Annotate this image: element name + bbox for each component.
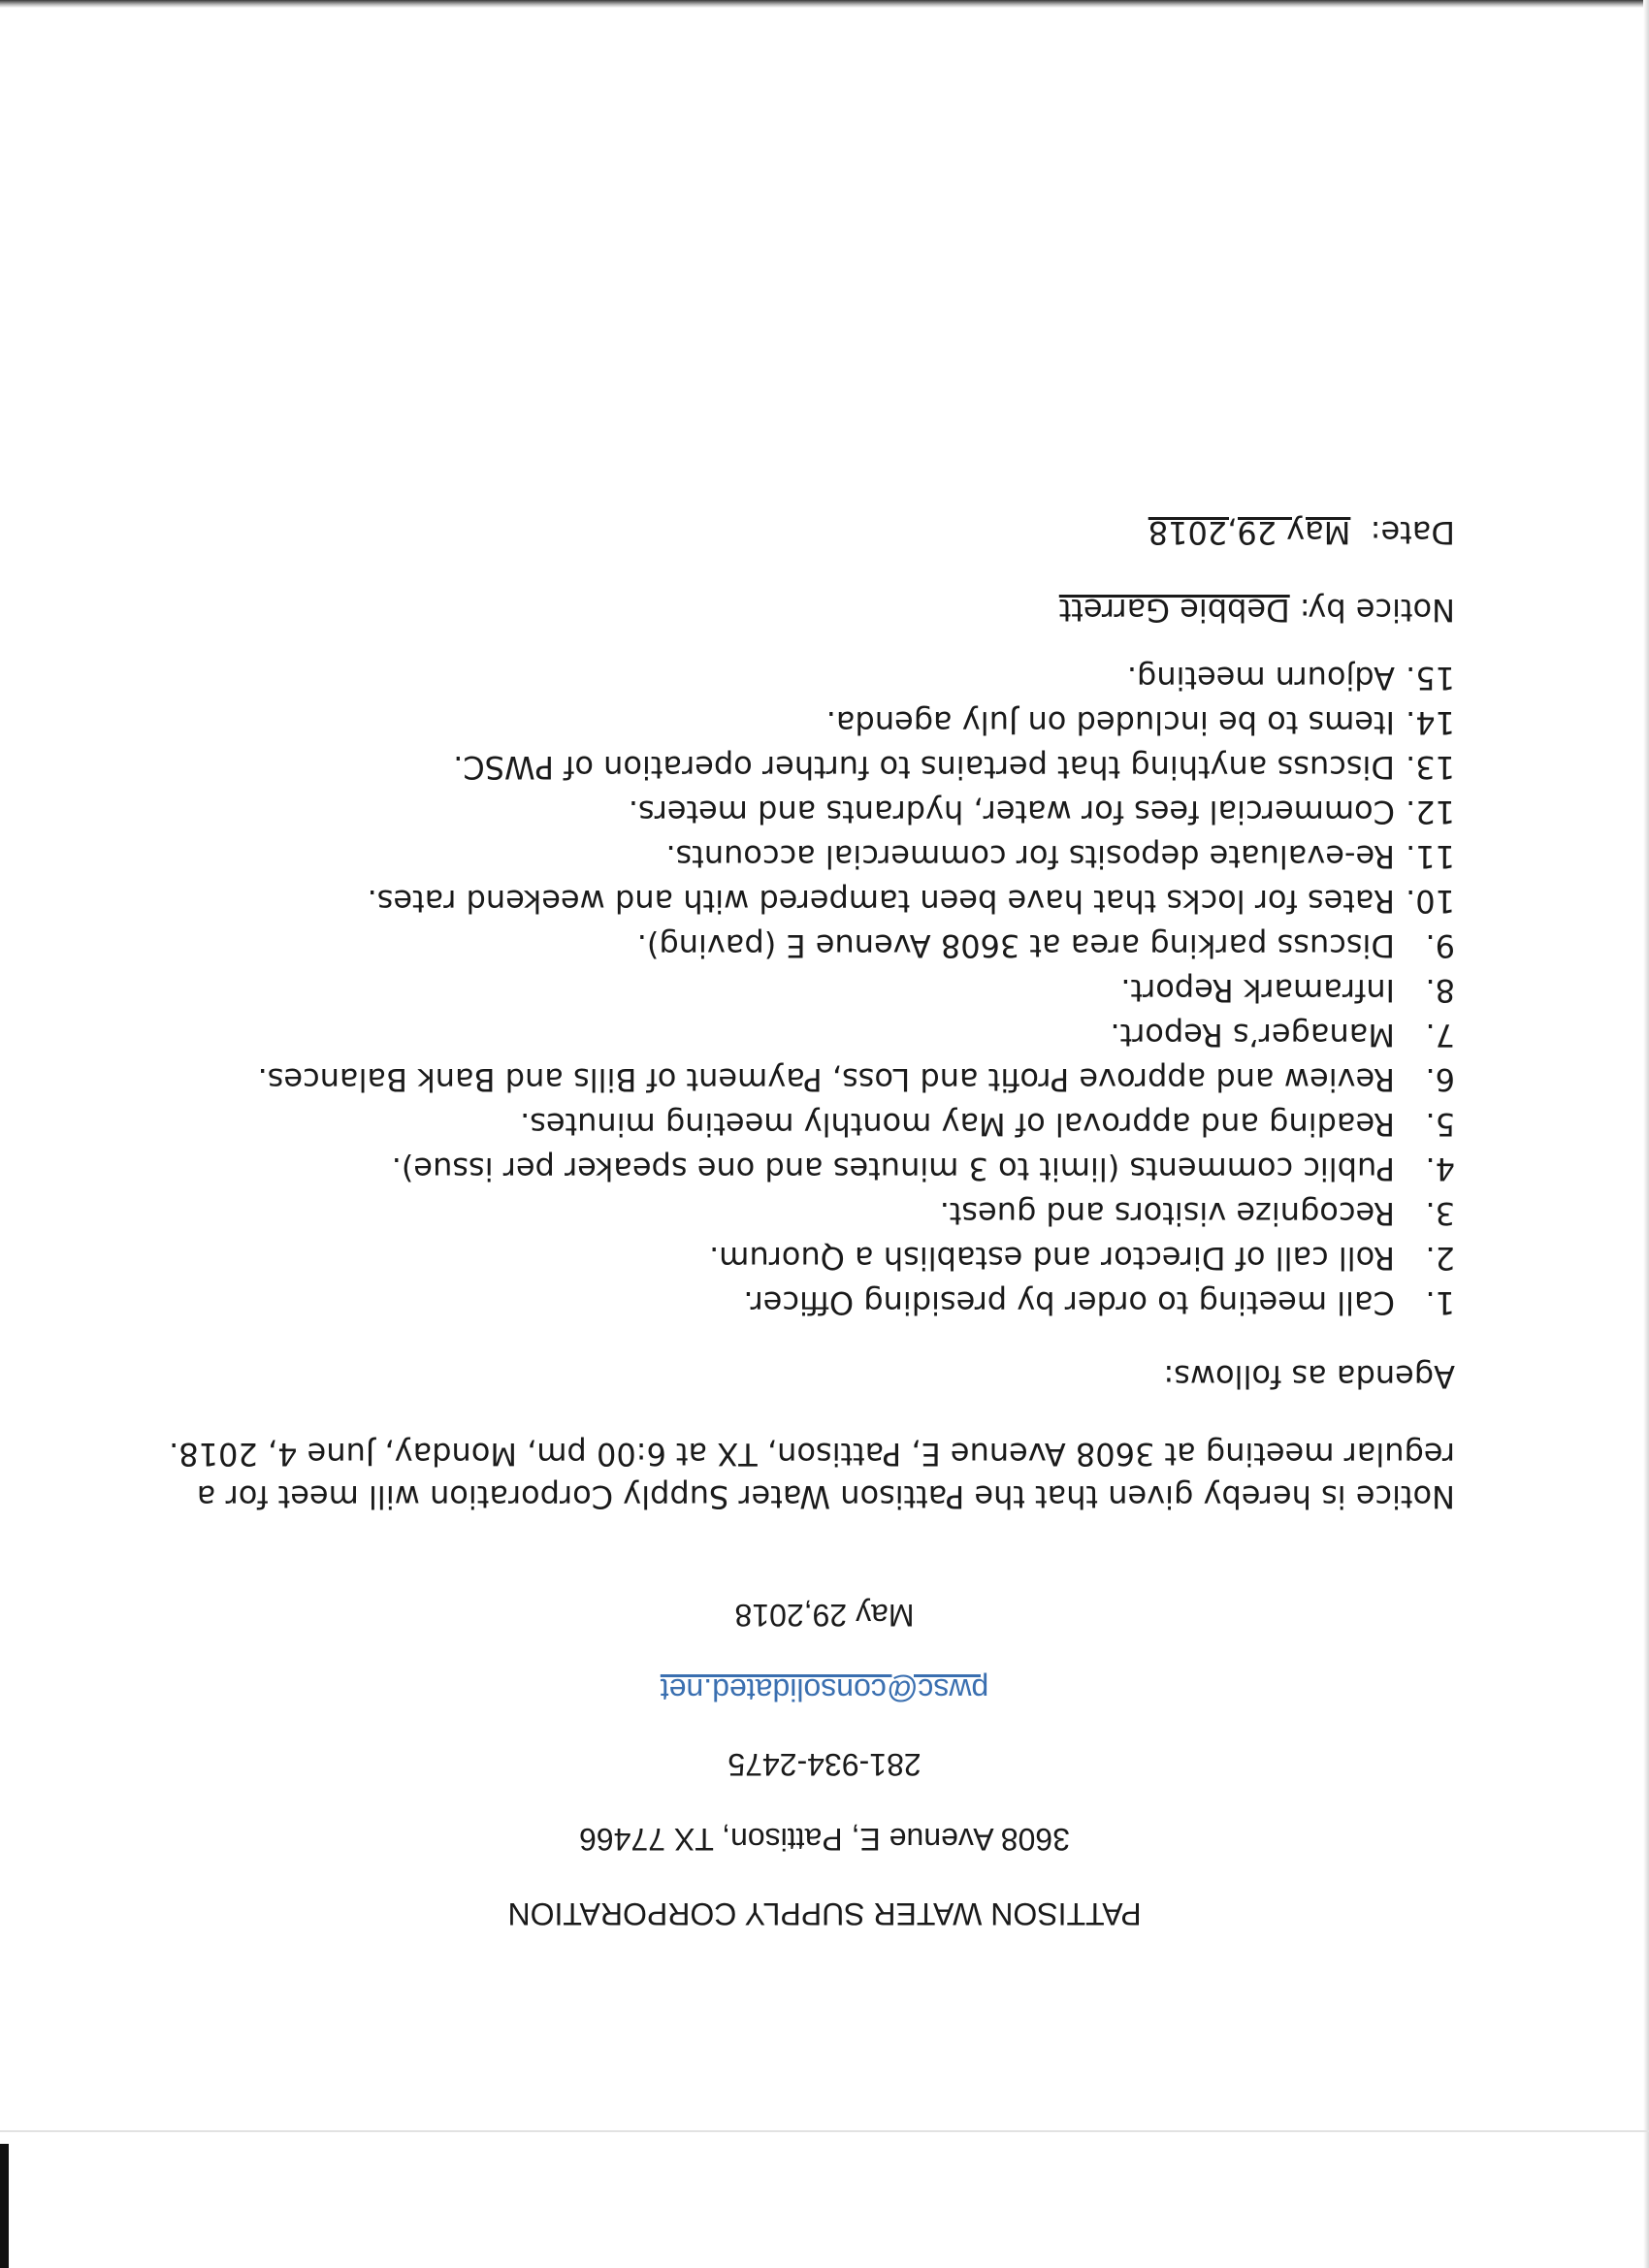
agenda-item-text: Review and approve Profit and Loss, Payment of Bills and Bank Balances. — [257, 1061, 1395, 1098]
agenda-intro: Agenda as follows: — [1163, 1358, 1455, 1395]
signoff-date-row — [155, 511, 1455, 554]
org-address: 3608 Avenue E, Pattison, TX 77466 — [579, 1822, 1070, 1857]
agenda-item — [155, 1148, 1455, 1190]
agenda-item-text: Items to be included on July agenda. — [825, 704, 1395, 741]
agenda-item — [155, 657, 1455, 699]
agenda-item — [155, 969, 1455, 1012]
notice-by-value: Debbie Garrett — [1058, 592, 1290, 629]
agenda-item-text: Roll call of Director and establish a Quorum. — [709, 1240, 1395, 1277]
agenda-item — [155, 1237, 1455, 1280]
agenda-item-number: 6. — [1425, 1061, 1455, 1098]
agenda-item-number: 2. — [1425, 1240, 1455, 1277]
agenda-item-number: 3. — [1425, 1195, 1455, 1232]
signoff-date-label: Date: — [1370, 514, 1455, 551]
agenda-item-text: Manager’s Report. — [1110, 1017, 1395, 1053]
agenda-item-number: 13. — [1406, 749, 1455, 786]
agenda-item — [155, 1281, 1455, 1324]
agenda-item-text: Rates for locks that have been tampered with and weekend rates. — [367, 883, 1395, 920]
agenda-item — [155, 701, 1455, 744]
agenda-item-number: 7. — [1425, 1017, 1455, 1053]
document-body — [155, 476, 1455, 1518]
agenda-item-text: Call meeting to order by presiding Officer. — [743, 1284, 1395, 1321]
org-name: PATTISON WATER SUPPLY CORPORATION — [507, 1896, 1142, 1931]
agenda-item-text: Public comments (limit to 3 minutes and one speaker per issue). — [391, 1150, 1395, 1187]
agenda-item-number: 9. — [1425, 927, 1455, 964]
agenda-item-text: Inframark Report. — [1120, 972, 1395, 1009]
agenda-item — [155, 1058, 1455, 1101]
agenda-item-number: 4. — [1425, 1150, 1455, 1187]
agenda-item-text: Commercial fees for water, hydrants and meters. — [628, 794, 1395, 830]
org-email-link[interactable]: pwsc@consolidated.net — [660, 1672, 989, 1707]
org-phone: 281-934-2475 — [728, 1747, 922, 1782]
agenda-item-number: 1. — [1425, 1284, 1455, 1321]
agenda-item — [155, 880, 1455, 923]
agenda-item-number: 14. — [1406, 704, 1455, 741]
agenda-item — [155, 1103, 1455, 1146]
agenda-item-number: 11. — [1406, 838, 1455, 875]
signoff-date-value: May 29,2018 — [1148, 514, 1351, 551]
agenda-item-number: 15. — [1406, 660, 1455, 697]
agenda-item-text: Adjourn meeting. — [1126, 660, 1395, 697]
agenda-item-text: Discuss anything that pertains to further operation of PWSC. — [453, 749, 1395, 786]
notice-by-label: Notice by: — [1299, 592, 1455, 629]
agenda-item-text: Recognize visitors and guest. — [939, 1195, 1395, 1232]
agenda-item — [155, 924, 1455, 967]
agenda-item-number: 5. — [1425, 1106, 1455, 1143]
agenda-item-text: Discuss parking area at 3608 Avenue E (paving). — [636, 927, 1395, 964]
agenda-item-text: Re-evaluate deposits for commercial accounts. — [665, 838, 1395, 875]
agenda-item — [155, 791, 1455, 833]
agenda-item — [155, 746, 1455, 789]
document-date: May 29,2018 — [734, 1598, 915, 1633]
notice-by-row — [155, 589, 1455, 632]
agenda-item-number: 8. — [1425, 972, 1455, 1009]
letterhead — [291, 1560, 1358, 1933]
signoff — [155, 511, 1455, 632]
agenda-item — [155, 1192, 1455, 1235]
agenda-item — [155, 1014, 1455, 1056]
agenda-item-text: Reading and approval of May monthly meeting minutes. — [520, 1106, 1395, 1143]
agenda-item-number: 10. — [1406, 883, 1455, 920]
agenda-list — [155, 657, 1455, 1324]
notice-paragraph: Notice is hereby given that the Pattison Water Supply Corporation will meet for a regular meeting at 3608 Avenue E, Pattison, TX at 6:00 pm, Monday, June 4, 2018. — [169, 1436, 1455, 1515]
agenda-item-number: 12. — [1406, 794, 1455, 830]
agenda-item — [155, 835, 1455, 878]
